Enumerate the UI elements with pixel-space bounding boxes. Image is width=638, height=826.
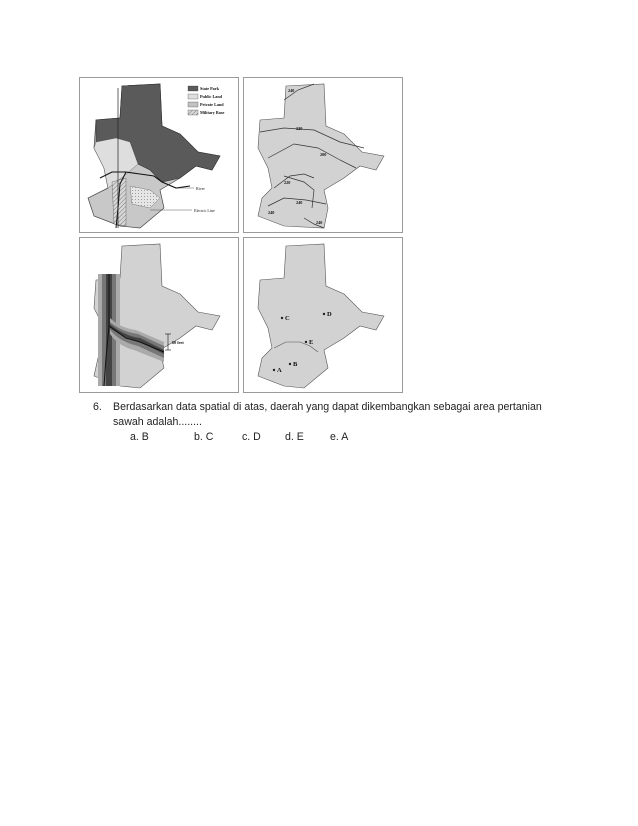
legend-public-land: Public Land bbox=[200, 94, 222, 99]
legend-private-land: Private Land bbox=[200, 102, 224, 107]
question-text: Berdasarkan data spatial di atas, daerah yang dapat dikembangkan sebagai area pertanian sawah adalah........ bbox=[113, 401, 542, 428]
map-legend bbox=[188, 86, 224, 115]
contour-map bbox=[243, 77, 403, 233]
legend-military-base: Military Base bbox=[200, 110, 225, 115]
point-c-marker bbox=[281, 317, 283, 319]
point-e-marker bbox=[305, 341, 307, 343]
contour-label-5: 240 bbox=[296, 200, 303, 205]
answer-options bbox=[130, 430, 490, 445]
contour-label-2: 220 bbox=[296, 126, 303, 131]
point-b-marker bbox=[289, 363, 291, 365]
contour-label-3: 200 bbox=[320, 152, 327, 157]
point-c-label: C bbox=[285, 315, 290, 322]
slope-buffer-figure bbox=[80, 238, 240, 394]
contour-label-7: 240 bbox=[316, 220, 323, 225]
point-a-marker bbox=[273, 369, 275, 371]
contour-label-1: 240 bbox=[288, 88, 295, 93]
option-a[interactable]: a. B bbox=[130, 431, 149, 443]
point-b-label: B bbox=[293, 361, 298, 368]
point-e-label: E bbox=[309, 339, 314, 346]
contour-map-figure bbox=[244, 78, 404, 234]
contour-label-6: 240 bbox=[268, 210, 275, 215]
legend-electric-line-callout: Electric Line bbox=[194, 208, 215, 213]
legend-state-park: State Park bbox=[200, 86, 219, 91]
option-d[interactable]: d. E bbox=[285, 431, 304, 443]
point-location-map bbox=[243, 237, 403, 393]
point-location-figure bbox=[244, 238, 404, 394]
slope-buffer-map bbox=[79, 237, 239, 393]
point-d-marker bbox=[323, 313, 325, 315]
question-number: 6. bbox=[93, 401, 102, 413]
legend-river-callout: River bbox=[196, 186, 205, 191]
option-b[interactable]: b. C bbox=[194, 431, 214, 443]
land-use-map bbox=[79, 77, 239, 233]
slope-label: 60 feet bbox=[172, 340, 184, 345]
option-c[interactable]: c. D bbox=[242, 431, 261, 443]
land-use-map-figure bbox=[80, 78, 240, 234]
point-d-label: D bbox=[327, 311, 332, 318]
point-a-label: A bbox=[277, 367, 282, 374]
contour-label-4: 220 bbox=[284, 180, 291, 185]
option-e[interactable]: e. A bbox=[330, 431, 349, 443]
